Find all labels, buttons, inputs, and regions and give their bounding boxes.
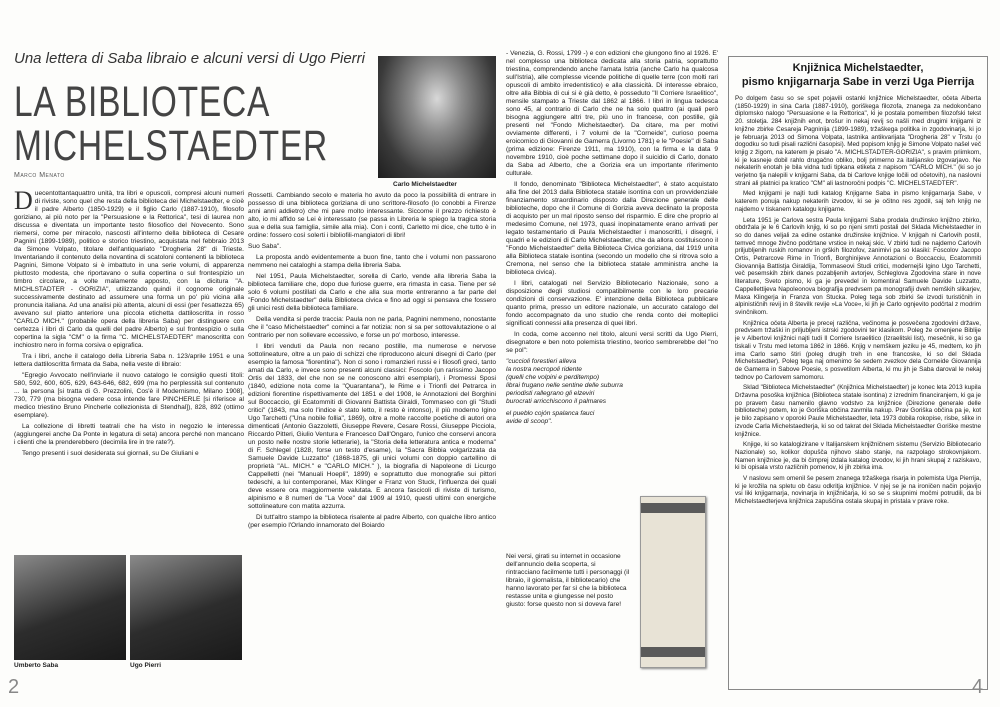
article-author: Marco Menato <box>14 172 65 179</box>
column-1-para-2: Tra i libri, anche il catalogo della Libreria Saba n. 123/aprile 1951 e una lettera dattiloscritta firmata da Saba, nella veste di libraio: <box>14 353 244 368</box>
slovenian-summary-box <box>728 56 988 690</box>
box-body <box>735 95 981 683</box>
box-para-5: Sklad "Biblioteca Michelstaedter" (Knjižnica Michelstaedter) je konec leta 2013 kupila Državna posoška knjižnica (Biblioteca statale isontina) z izrednim financiranjem, ki ga je po pravem času namenilo glavno vodstvo za knjižnice (Direzione generale delle biblioteche) potem, ko je Goriška občina zavrnila nakup. Prav Goriška občina pa je, kot je bilo zapisano v oporoki Paule Michelstaedter, leta 1973 dobila rokopise, risbe, slike in izvode Carla Michelstaedterja, ki so od takrat del Sklada Michelstaedter Goriške mestne knjižnice. <box>735 384 981 438</box>
box-para-3: Leta 1951 je Carlova sestra Paula knjigarni Saba prodala družinsko knjižno zbirko, obdržala je le 6 Carlovih knjig, ki so po njeni smrti postali del Sklada Michelstaedter in so do danes veljali za edine ostanke družinske knjižnice. V knjigah ni Carlovih postil, temveč mnoge živčno podčrtane vrstice in nekaj skic. V zbirki tudi ne najdemo Carlovih priljubljenih ruskih romanov in grških filozofov, zanimivi pa so klasiki: Foscolov Jacopo Ortis, Petrarcove Rime in Trionfi, Borghinijeve Annotazioni o Boccacciu, Ecatommiti Giovannija Battistja Giraldija, Tommaseovi Studi critici, modernejši Igino Ugo Tarchetti, več pesemskih zbirk danes pozabljenih avtorjev, Schleglova Zgodovina stare in nove literature, Sveto pismo, ki ga je prevedel in komentiral Samuele Davide Luzzatto, Cappellettijeva Napoleonova biografija predvsem pa monografiji dveh nemških slikarjev, Maxa Klingerja in Franza von Stucka. Poleg tega sob zbirki še izvodi turističnih in alpinističnih revij in 8 številk revije »La Voce«, ki jih je Carlo ognjevito podčrtal z modrim svinčnikom. <box>735 216 981 316</box>
column-3-para-5: Nei versi, girati su internet in occasione dell'annuncio della scoperta, si rintracciano facilmente tutti i personaggi (il libraio, il giornalista, il bibliotecario) che hanno lavorato per far sì che la biblioteca restasse unita e giungesse nel posto giusto: forse questo non si doveva fare! <box>506 553 630 608</box>
column-2-para-6: Di tutt'altro stampo la biblioteca risalente al padre Alberto, con qualche libro antico (per esempio l'Orlando innamorato del Boiardo <box>248 514 496 529</box>
letter-quote-3: Tengo presenti i suoi desiderata sui giornali, su De Giuliani e <box>22 450 199 457</box>
column-3-para-1: - Venezia, G. Rossi, 1799 -) e con edizioni che giungono fino al 1926. E' nel complesso una biblioteca dedicata alla storia patria, soprattutto triestina, comprendendo anche l'amata Istria (anche Carlo ha qualcosa sull'Istria), alle complesse vicende politiche di quelle terre (con molti rari opuscoli di ambito irredentistico) e alla classicità. Di interesse ebraico, oltre alla Bibbia di cui si è già detto, è posseduto "Il Corriere Israelitico", mensile stampato a Trieste dal 1862 al 1866. I libri in lingua tedesca sono 45, al contrario di Carlo che ne ha solo quattro (ai quali però bisogna aggiungere altri tre, più uno in francese, con postille, già presenti nel "Fondo Michelstaedter). Da citare, ma per motivi ovviamente differenti, i 7 volumi de la "Corneide", curioso poema eroicomico di Giovanni de Gamerra (Livorno 1781) e le "Poesie" di Saba (prima edizione: Firenze 1911, ma 1910), con la firma e la data 9 novembre 1910, cioè poche settimane dopo il suicidio di Carlo, donato da Saba ad Alberto, che a Gorizia era un importante riferimento culturale. <box>506 50 718 177</box>
article-title <box>14 78 329 170</box>
box-para-4: Knjižnica očeta Alberta je precej različna, večinoma je posvečena zgodovini države, predvsem tržaški in priljubljeni istrski zgodovini ter klasikom. Poleg že omenjene Biblije je v Albertovi knjižnici najti tudi Il Corriere Israelitico (Izraelitski list), mesečnik, ki so ga tiskali v Trstu med letoma 1862 in 1866. Knjig v nemškem jeziku je 45, medtem, ko jih ima Carlo samo štiri (poleg drugih treh in ene francoske, ki so del Sklada Michelstaedter). Poleg tega naj omenimo še sedem zvezkov dela Corneide Giovannija de Gamerra in Sabove Poesie, s posvetilom Alberta, ki mu jih je Saba daroval le nekaj tednov po Carlovem samomoru. <box>735 319 981 381</box>
article-subtitle: Una lettera di Saba libraio e alcuni versi di Ugo Pierri <box>14 50 366 67</box>
column-2-para-1: Rossetti. Cambiando secolo e materia ho avuto da poco la possibilità di entrare in possesso di una biblioteca goriziana di uno scrittore-filosofo (lo conobbi a Firenze anni anni addietro) che mi pare molto interessante. Siccome il prezzo richiesto è alto, io mi affido se Lei è interessato (se passa in Libreria le spiego la tragica storia sua e della sua famiglia, simile alla mia). Con i conti, Carletto mi dice, che tutto è in ordine: fossero così solerti i bibliofili-mangiatori di libri! <box>248 192 496 239</box>
column-2-para-5: I libri venduti da Paula non recano postille, ma numerose e nervose sottolineature, oltre a un paio di schizzi che riproducono alcuni disegni di Carlo (per esempio la famosa "fiorentina"). Non ci sono i romanzieri russi e i filosofi greci, tanto amati da Carlo, e invece sono presenti alcuni classici: Foscolo (un rarissimo Jacopo Ortis del 1833, del che non se ne conoscono altri esemplari), i Promessi Sposi (1840, edizione nota come la "Quarantana"), le Rime e i Trionfi del Petrarca in edizioni fiorentine rispettivamente del 1851 e del 1908, le Annotazioni del Borghini sul Boccaccio, gli Ecatommiti di Giovanni Battista Giraldi, Tommaseo con gli "Studi critici" (1843, ma solo l'indice è stato letto, il resto è intonso), il più moderno Igino Ugo Tarchetti ("Una nobile follia", 1869), oltre a molte raccolte poetiche di autori ora dimenticati (Antonio Gazzoletti, Giuseppe Revere, Cesare Rossi, Giuseppe Picciola, Riccardo Pitteri, Giulio Ventura e Francesco Dall'Ongaro, l'unico che conservi ancora un posto nelle nostre storie letterarie), la "Storia della letteratura antica e moderna" di F. Schlegel (1828, forse un testo d'esame), la "Sacra Bibbia volgarizzata da Samuele Davide Luzzatto" (1868-1875, gli unici volumi con doppio cartellino di proprietà "AL. MICH." e "CARLO MICH." ), la biografia di Napoleone di Licurgo Cappelletti (nei "Manuali Hoepli", 1899) e soprattutto due monografie sui pittori tedeschi, a lui contemporanei, Max Klinger e Franz von Stuck, l'influenza dei quali deve essere ora maggiormente valutata. E ancora fascicoli di riviste di turismo, alpinismo e 8 numeri de "La Voce" dal 1909 al 1910, questi ultimi con energiche sottolineature con matita azzurra. <box>248 343 496 510</box>
column-2-para-2: La proposta andò evidentemente a buon fine, tanto che i volumi non passarono nemmeno nei cataloghi a stampa della libreria Saba. <box>248 254 496 269</box>
title-line-1: LA BIBLIOTECA <box>14 78 271 126</box>
saba-signature: Suo Saba". <box>248 243 282 250</box>
title-line-2: MICHELSTAEDTER <box>14 122 329 170</box>
column-3-para-4: In coda, come accenno nel titolo, alcuni versi scritti da Ugo Pierri, disegnatore e ben noto polemista triestino, teorico sembrerebbe del "no se pol": <box>506 331 718 354</box>
box-title-line-1: Knjižnica Michelstaedter, <box>792 62 924 74</box>
column-3 <box>506 50 718 490</box>
column-2 <box>248 192 496 692</box>
letter-quote-2: La collezione di libretti teatrali che ha visto in negozio le interessa (aggiungerei anche Da Ponte in legatura di seta) ancora perché non mancano i clienti che la prenderebbero (decimila lire in tre rate?). <box>14 423 244 446</box>
carlo-michelstaedter-photo <box>378 56 496 178</box>
umberto-saba-photo <box>14 555 126 660</box>
drop-cap: D <box>14 190 33 215</box>
box-title <box>729 61 987 89</box>
box-para-7: V naslovu sem omenil še pesem znanega tržaškega risarja in polemista Uga Pierrija, ki je krožila na spletu ob času odkritja knjižnice. V njej se je na ironičen način pojavijo vsi liki knjigarnarja, novinarja in knjižničarja, ki so se s skupnimi močmi potrudili, da bi Michelstaedterjeva knjižnica zapuščina ostala skupaj in pristala v prave roke. <box>735 475 981 506</box>
ugo-pierri-photo <box>130 555 242 660</box>
column-1-para-1: Duecentottantaquattro unità, tra libri e opuscoli, compresi alcuni numeri di riviste, sono quel che resta della biblioteca dei Michelstaedter, e cioè il padre Alberto (1850-1929) e il figlio Carlo (1887-1910), filosofo goriziano, ai più noto per la "Persuasione e la Rettorica", tesi di laurea non discussa e diventata un importante testo filosofico del Novecento. Sono riemersi, come per miracolo, nascosti all'interno della biblioteca di Cesare Pagnini (1899-1989), politico e storico triestino, acquistata nel febbraio 2013 da Simone Volpato, titolare dell'antiquariato "Drogheria 28" di Trieste. Inventariando il contenuto della novantina di scatoloni contenenti la biblioteca Pagnini, Simone Volpato si è imbattuto in una serie volumi, di apparenza piuttosto modesta, che riportavano o sulla copertina o sul frontespizio un timbro circolare, a volte malamente apposto, con la dicitura "A. MICHLSTADTER - GORIZIA", utilizzando quindi il cognome originale successivamente destinato ad assumere una forma un po' più vicina alla pronuncia italiana. Ad una analisi più attenta, alcuni di essi (per l'esattezza 65) avevano sul piatto anteriore una piccola etichetta dattiloscritta in rosso "CARLO MICH." (probabile opera della libreria Saba) per distinguere con certezza i libri di Carlo da quelli del padre Alberto) e sul frontespizio o sulla copertina la sigla "CM" o la firma "C. MICHELSTAEDTER" manoscritta con inchiostro nero in forma corsiva o epigrafica. <box>14 190 244 349</box>
pierri-poem-stanza-2: el pueblo cojón spalanca fauci avide di scoop". <box>506 410 595 425</box>
letter-quote-1: "Egregio Avvocato nell'inviarle il nuovo catalogo le consiglio questi titoli: 580, 592, 600, 605, 629, 643-646, 682, 699 (ma ho perplessità sul contenuto ... la persona [si tratta di G. Prezzolini, Cos'è il Modernismo, Milano 1908], 730, 779 (ma bisogna vedere cosa intende fare PINCHERLE [si riferisce al medico triestino Bruno Pincherle collezionista di Stendhal]), 828, 892 (ottimo esemplare). <box>14 372 244 419</box>
box-para-6: Knjige, ki so katalogizirane v Italijanskem knjižničnem sistemu (Servizio Bibliotecario Nazionale) so, kolikor dopušča njihovo slabo stanje, na razpolago strokovnjakom. Namen knjižnice je, da bi čimprej izdala katalog izvodov, ki jih hrani skupaj z raziskavo, ki bi opisala vrsto različnih pomenov, ki jih zbirka ima. <box>735 441 981 472</box>
saba-poesie-book-cover <box>640 496 706 668</box>
box-para-2: Med knjigami je najti tudi katalog Knjigarne Saba in pismo knjigarnarja Sabe, v katerem ponuja nakup nekaterih izvodov, ki se je očitno res zgodil, saj teh knjig ne najdemo v tiskanem katalogu knjigarne. <box>735 190 981 213</box>
box-para-1: Po dolgem času so se spet pojavili ostanki knjižnice Michelstaedter, očeta Alberta (1850-1929) in sina Carla (1887-1910), goriškega filozofa, znanega za nedokončano diplomsko nalogo "Persuasione e la Rettorica", ki je postala pomemben filozofski tekst 20. stoletja. 284 knjižnih enot, brošur in nekaj revij so našli med drugimi knjigami iz knjižne zbirke Cesareja Pagninija (1899-1989), tržaškega politika in zgodovinarja, ki jo je februarja 2013 od Simona Volpata, lastnika antikvarijata "Drogheria 28" v Trstu (o dogodku so tudi pisali različni časopisi). Med popisom knjig je Simone Volpato našel več knjig z žigom, na katerem je pisalo "A. MICHLSTADTER-GORIZIA", s pravim priimkom, ki je kasneje dobil rahlo drugačno obliko, bolj primerno za italijansko izgovarjavo. Ne nekaterih enotah je bila vidna tudi tipkana etiketa z napisom "CARLO MICH." (ki so jo verjetno tja nalepili v knjigarni Saba, da bi Carlove knjige ločili od očetovih), na naslovni strani ali platnici pa kratico "CM" ali lastnoročni podpis "C. MICHELSTAEDTER". <box>735 95 981 187</box>
box-title-line-2: pismo knjigarnarja Sabe in verzi Uga Pierrija <box>741 76 975 88</box>
column-2-para-3: Nel 1951, Paula Michelstaedter, sorella di Carlo, vende alla libreria Saba la biblioteca familiare che, dopo due furiose guerre, era rimasta in casa. Tiene per sé solo 6 volumi postillati da Carlo e che alla sua morte entreranno a far parte del "Fondo Michelstaedter" della Biblioteca civica e fino ad oggi si pensava che fossero gli unici resti della biblioteca familiare. <box>248 273 496 312</box>
column-1 <box>14 190 244 547</box>
page-number-left: 2 <box>8 676 20 698</box>
page-number-right: 4 <box>972 676 984 698</box>
umberto-saba-caption: Umberto Saba <box>14 662 59 669</box>
column-3-para-2: Il fondo, denominato "Biblioteca Michelstaedter", è stato acquistato alla fine del 2013 dalla Biblioteca statale isontina con un provvidenziale finanziamento straordinario disposto dalla Direzione generale delle biblioteche, dopo che il Comune di Gorizia aveva declinato la proposta di acquisto per un mal riposto senso del risparmio. E dire che proprio al medesimo Comune, nel 1973, quasi inopinatamente erano arrivati per legato testamentario di Paula Michelstaedter i manoscritti, i disegni, i quadri e le edizioni di Carlo Michelstaedter, che da allora costituiscono il "Fondo Michelstaedter" della Biblioteca Civica goriziana, dal 1919 unita alla Biblioteca statale isontina (secondo un modello che si ritrova solo a Cremona, nel senso che la biblioteca statale amministra anche la biblioteca civica). <box>506 181 718 276</box>
pierri-poem-stanza-1: "cuccioli forestieri alleva la nostra necropoli ridente (quelli che volpini e perditempo) librai frugano nelle sentine delle suburra periodisti rallegrano gli elzeviri burocrati arricchiscono il palmares <box>506 358 623 405</box>
ugo-pierri-caption: Ugo Pierri <box>130 662 162 669</box>
column-3-bottom <box>506 553 630 693</box>
carlo-michelstaedter-caption: Carlo Michelstaedter <box>393 181 457 188</box>
column-3-para-3: I libri, catalogati nel Servizio Bibliotecario Nazionale, sono a disposizione degli studiosi compatibilmente con le loro precarie condizioni di conservazione. E' intenzione della Biblioteca pubblicare quanto prima, presso un editore nazionale, un accurato catalogo del fondo accompagnato da uno studio che renda conto dei molteplici significati connessi alla presenza di quei libri. <box>506 280 718 327</box>
column-2-para-4: Della vendita si perde traccia: Paula non ne parla, Pagnini nemmeno, nonostante che il "caso Michelstaedter" cominci a far notizia: non si sa per sottovalutazione o al contrario per non sollevare eccessivo, e forse un po' morboso, interesse. <box>248 316 496 339</box>
